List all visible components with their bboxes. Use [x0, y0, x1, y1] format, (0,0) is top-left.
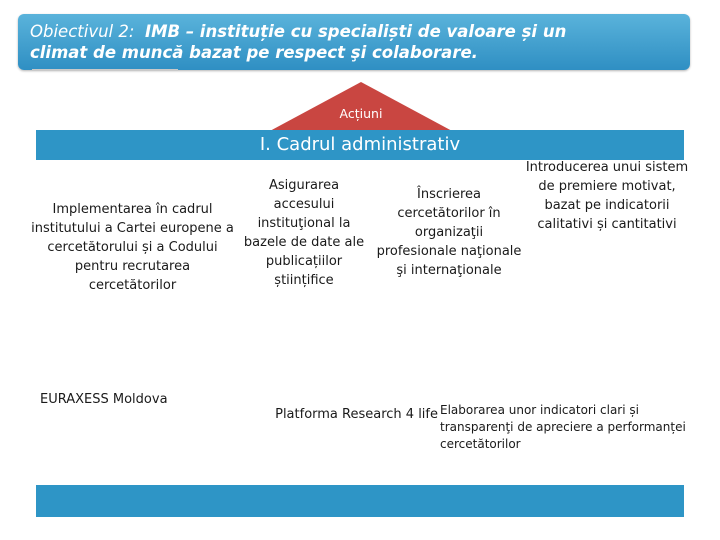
section-bar [36, 130, 684, 160]
objective-title-bar [18, 14, 690, 70]
title-prefix: Obiectivul 2: [30, 22, 135, 41]
section-title: I. Cadrul administrativ [259, 134, 461, 155]
action-indicators: Elaborarea unor indicatori clari și transparenţi de apreciere a performanței cercetătorilor [440, 403, 686, 451]
action-professional-organizations: Înscrierea cercetătorilor în organizaţii profesionale naţionale şi internaţionale [376, 187, 522, 278]
title-underline [32, 69, 178, 71]
action-database-access: Asigurarea accesului instituţional la bazele de date ale publicațiilor științifice [243, 178, 365, 288]
action-reward-system: Introducerea unui sistem de premiere motivat, bazat pe indicatorii calitativi și cantitativi [525, 160, 689, 232]
research4life-label: Platforma Research 4 life [275, 407, 438, 422]
title-line-2: climat de muncă bazat pe respect şi colaborare. [30, 43, 478, 62]
action-research4life [238, 405, 438, 424]
actions-label: Acțiuni [339, 106, 383, 121]
title-line-1 [30, 21, 680, 42]
objective-title [30, 21, 680, 63]
action-euraxess: EURAXESS Moldova [40, 392, 168, 407]
action-charter: Implementarea în cadrul institutului a Cartei europene a cercetătorului și a Codului pentru recrutarea cercetătorilor [31, 202, 234, 293]
title-bold: IMB – instituție cu specialiști de valoare și un [144, 22, 567, 41]
bottom-bar [36, 485, 684, 517]
